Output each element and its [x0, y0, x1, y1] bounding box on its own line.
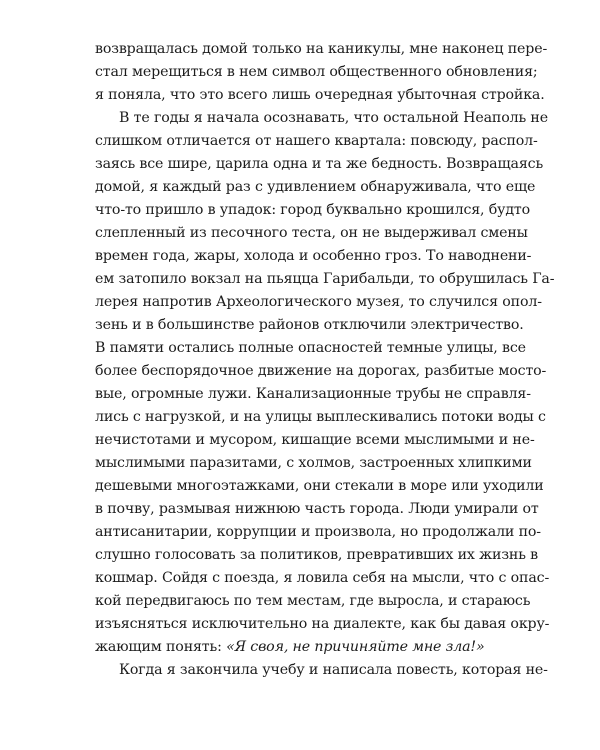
text-line: ем затопило вокзал на пьяцца Гарибальди, то обрушилась Га-	[95, 271, 555, 287]
text-line: лись с нагрузкой, и на улицы выплескивались потоки воды с	[95, 409, 546, 425]
text-line: в почву, размывая нижнюю часть города. Люди умирали от	[95, 501, 539, 517]
text-line: слепленный из песочного теста, он не выдерживал смены	[95, 225, 528, 241]
text-line: возвращалась домой только на каникулы, мне наконец пере-	[95, 41, 548, 57]
text-line: кошмар. Сойдя с поезда, я ловила себя на мысли, что с опас-	[95, 570, 550, 586]
text-line: мыслимыми паразитами, с холмов, застроенных хлипкими	[95, 455, 532, 471]
text-line: Когда я закончила учебу и написала повесть, которая не-	[119, 662, 548, 678]
text-line: времен года, жары, холода и особенно гроз. То наводнени-	[95, 248, 532, 264]
text-line: лерея напротив Археологического музея, то случился опол-	[95, 294, 542, 310]
text-line: В те годы я начала осознавать, что остальной Неаполь не	[119, 110, 548, 126]
text-line: слушно голосовать за политиков, превративших их жизнь в	[95, 547, 538, 563]
text-line: заясь все шире, царила одна и та же бедность. Возвращаясь	[95, 156, 544, 172]
text-line: зень и в большинстве районов отключили электричество.	[95, 317, 524, 333]
text-line: нечистотами и мусором, кишащие всеми мыслимыми и не-	[95, 432, 535, 448]
text-line: более беспорядочное движение на дорогах, разбитые мосто-	[95, 363, 547, 379]
text-line: дешевыми многоэтажками, они стекали в море или уходили	[95, 478, 544, 494]
text-line: я поняла, что это всего лишь очередная убыточная стройка.	[95, 87, 545, 103]
text-line: слишком отличается от нашего квартала: повсюду, распол-	[95, 133, 538, 149]
text-line: изъясняться исключительно на диалекте, как бы давая окру-	[95, 616, 550, 632]
italic-quote: «Я своя, не причиняйте мне зла!»	[226, 639, 485, 655]
text-line: вые, огромные лужи. Канализационные трубы не справля-	[95, 386, 531, 402]
text-line: кой передвигаюсь по тем местам, где выросла, и стараюсь	[95, 593, 531, 609]
text-line: что-то пришло в упадок: город буквально крошился, будто	[95, 202, 531, 218]
text-line: стал мерещиться в нем символ общественного обновления;	[95, 64, 538, 80]
text-span: жающим понять:	[95, 639, 227, 655]
text-line: антисанитарии, коррупции и произвола, но продолжали по-	[95, 524, 541, 540]
text-line	[95, 636, 501, 659]
text-line: домой, я каждый раз с удивлением обнаруживала, что еще	[95, 179, 536, 195]
text-line: В памяти остались полные опасностей темные улицы, все	[95, 340, 526, 356]
